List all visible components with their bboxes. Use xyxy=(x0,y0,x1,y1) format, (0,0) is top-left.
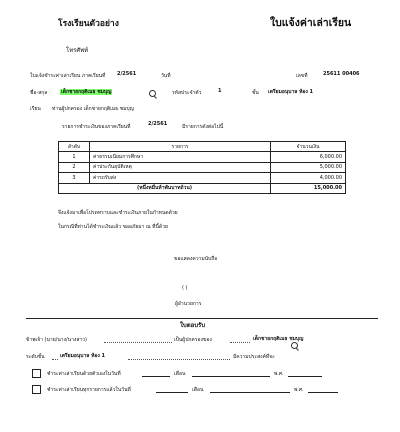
table-row xyxy=(59,173,346,183)
fee-intro-term: 2/2561 xyxy=(148,121,168,127)
student-id-value: 1 xyxy=(218,88,222,94)
row-item: ค่ารถรับส่ง xyxy=(90,173,271,183)
table-row xyxy=(59,152,346,162)
header-item: รายการ xyxy=(90,142,271,152)
option2-year-line[interactable] xyxy=(308,392,338,393)
phone-label: โทรศัพท์ xyxy=(66,47,89,54)
dotted-line xyxy=(52,359,58,360)
table-row xyxy=(59,162,346,172)
option2-month-line[interactable] xyxy=(210,392,290,393)
row-amount: 6,000.00 xyxy=(271,152,346,162)
fees-table xyxy=(58,141,346,194)
class-label: ชั้น xyxy=(252,90,259,96)
option1-month-line[interactable] xyxy=(192,376,270,377)
table-total-row xyxy=(59,183,346,193)
receipt-student-name: เด็กชายกฤติเมธ ชมบุญ xyxy=(253,336,304,342)
total-label: (หนึ่งหมื่นห้าพันบาทถ้วน) xyxy=(59,183,271,193)
body-line-1: จึงแจ้งมาเพื่อโปรดทราบและชำระเงินภายในกำหนดด้วย xyxy=(58,210,178,216)
date-label: วันที่ xyxy=(161,73,171,79)
option1-checkbox[interactable] xyxy=(32,369,41,378)
option2-checkbox[interactable] xyxy=(32,385,41,394)
receipt-title: ใบตอบรับ xyxy=(180,322,206,329)
body-line-2: ในกรณีที่ท่านได้ชำระเงินแล้ว ขออภัยมา ณ ที่นี้ด้วย xyxy=(58,224,168,230)
to-text: ท่านผู้ปกครอง เด็กชายกฤติเมธ ชมบุญ xyxy=(52,106,134,112)
intro-label: ใบแจ้งชำระค่าเล่าเรียน ภาคเรียนที่ xyxy=(30,73,106,79)
option1-month-label: เดือน xyxy=(174,371,186,377)
header-amount: จำนวนเงิน xyxy=(271,142,346,152)
to-label: เรียน xyxy=(30,106,41,112)
row-no: 2 xyxy=(59,162,90,172)
document-title: ใบแจ้งค่าเล่าเรียน xyxy=(270,17,352,29)
option2-year-label: พ.ศ. xyxy=(294,387,304,393)
doc-no-label: เลขที่ xyxy=(296,73,308,79)
option2-month-label: เดือน xyxy=(192,387,204,393)
receipt-class-label: ระดับชั้น xyxy=(26,354,45,360)
term-value: 2/2561 xyxy=(117,71,137,77)
doc-no-value: 25611 00406 xyxy=(323,71,360,77)
class-value: เตรียมอนุบาล ห้อง 1 xyxy=(268,89,314,95)
parent-name-field[interactable] xyxy=(104,342,172,343)
row-no: 1 xyxy=(59,152,90,162)
receipt-line2-tail: มีความประสงค์ที่จะ xyxy=(233,354,275,360)
row-amount: 4,000.00 xyxy=(271,173,346,183)
option1-year-line[interactable] xyxy=(288,376,322,377)
receipt-name-label: ข้าพเจ้า (นาย/นาง/นางสาว) xyxy=(26,337,87,343)
signature-paren: ( ) xyxy=(182,285,188,291)
row-no: 3 xyxy=(59,173,90,183)
magnifier-icon xyxy=(149,90,156,97)
student-id-label: รหัสประจำตัว xyxy=(172,90,202,96)
dotted-line xyxy=(230,342,250,343)
receipt-class-value: เตรียมอนุบาล ห้อง 1 xyxy=(60,353,106,359)
option2-label: ชำระค่าเล่าเรียนทุกรายการแล้วในวันที่ xyxy=(47,387,131,393)
fee-intro-tail: มีรายการดังต่อไปนี้ xyxy=(182,124,224,130)
option1-day-line[interactable] xyxy=(142,376,170,377)
student-name: เด็กชายกฤติเมธ ชมบุญ xyxy=(61,89,112,95)
option1-label: ชำระค่าเล่าเรียนด้วยตัวเองในวันที่ xyxy=(47,371,121,377)
school-name: โรงเรียนตัวอย่าง xyxy=(58,19,119,29)
closing-text: ขอแสดงความนับถือ xyxy=(174,256,218,262)
header-no: ลำดับ xyxy=(59,142,90,152)
row-item: ค่าประกันอุบัติเหตุ xyxy=(90,162,271,172)
option2-day-line[interactable] xyxy=(156,392,188,393)
total-amount: 15,000.00 xyxy=(271,183,346,193)
magnifier-icon xyxy=(291,342,298,349)
receipt-line1-mid: เป็นผู้ปกครองของ xyxy=(174,337,212,343)
row-amount: 5,000.00 xyxy=(271,162,346,172)
option1-year-label: พ.ศ. xyxy=(274,371,284,377)
table-header-row xyxy=(59,142,346,152)
receipt-divider xyxy=(26,318,378,319)
class-field-line xyxy=(128,359,230,360)
row-item: ค่าธรรมเนียมการศึกษา xyxy=(90,152,271,162)
fee-intro: รายการชำระเงินของภาคเรียนที่ xyxy=(62,124,131,130)
name-label: ชื่อ-สกุล xyxy=(30,90,48,96)
signature-role: ผู้อำนวยการ xyxy=(175,301,202,307)
